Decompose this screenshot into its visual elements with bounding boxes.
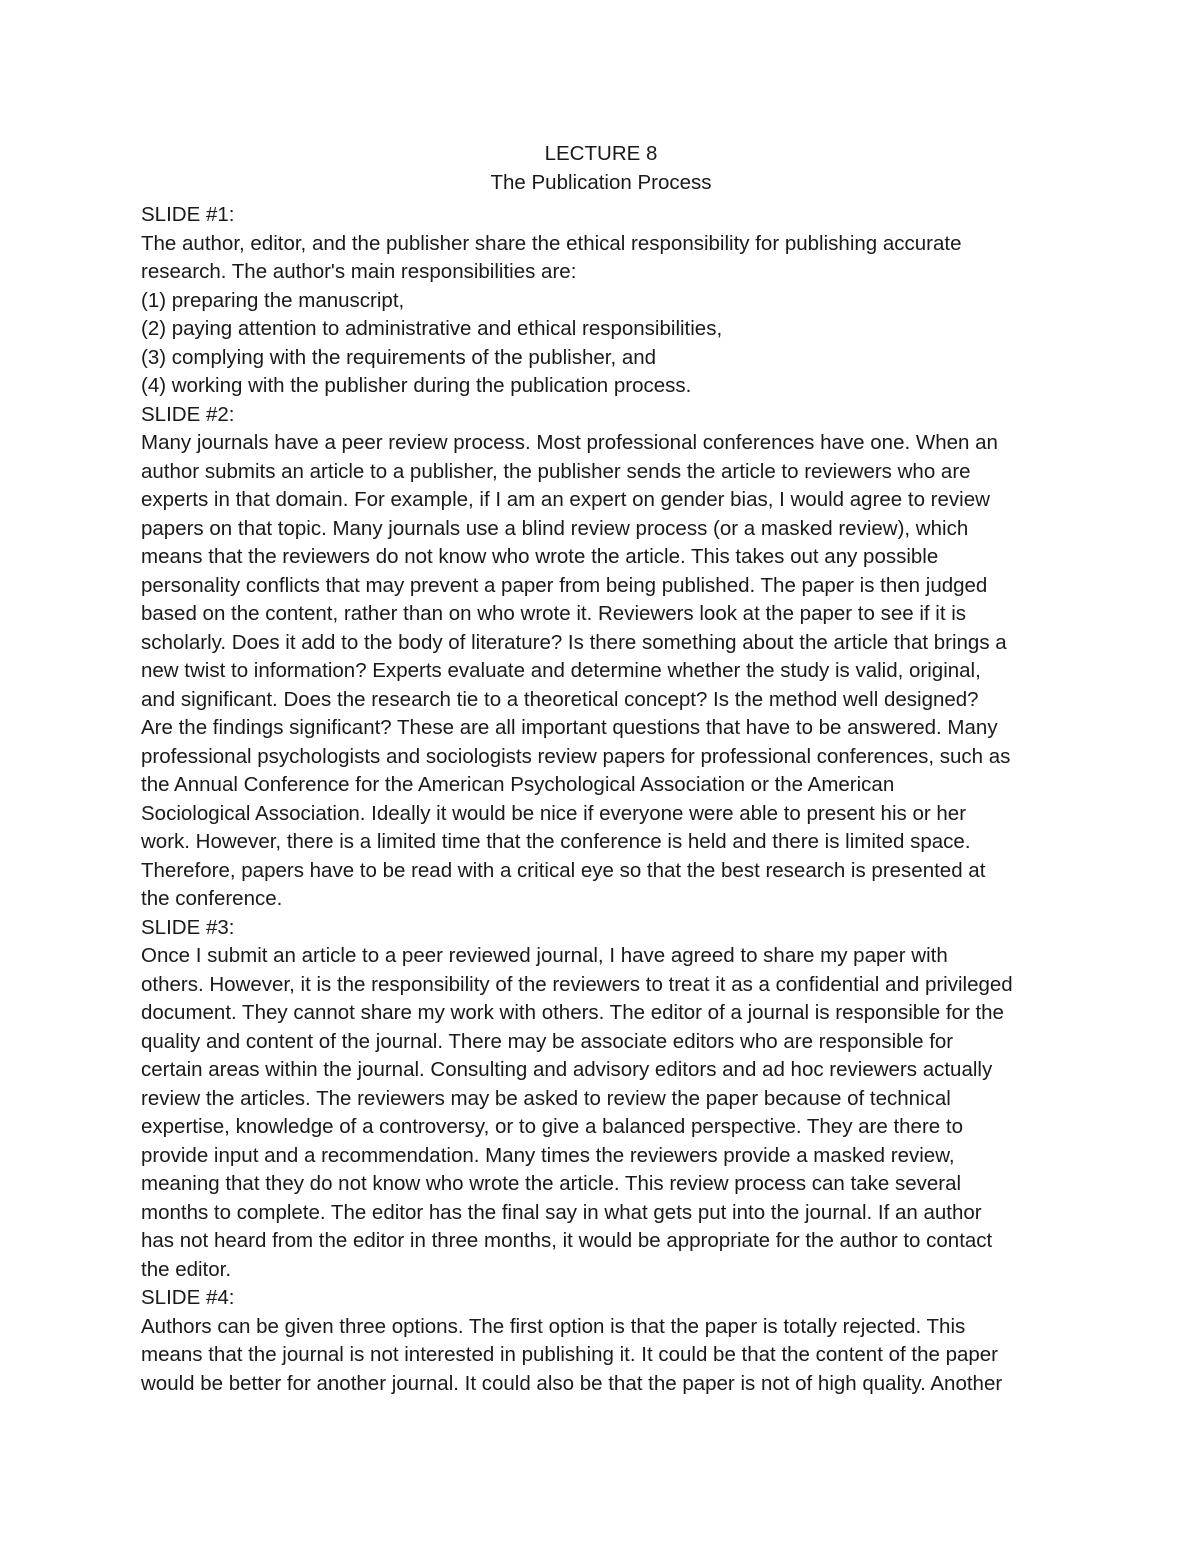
slide-3-line: months to complete. The editor has the final say in what gets put into the journal. If an author [141,1200,982,1224]
slide-2-heading: SLIDE #2: [141,402,235,426]
slide-2-line: based on the content, rather than on who wrote it. Reviewers look at the paper to see if it is [141,602,967,625]
slide-2-line: and significant. Does the research tie to a theoretical concept? Is the method well designed? [141,687,979,711]
slide-4-line: would be better for another journal. It could also be that the paper is not of high quality. Another [141,1371,1003,1395]
slide-1-line: (2) paying attention to administrative and ethical responsibilities, [141,317,723,340]
slide-2-line: scholarly. Does it add to the body of literature? Is there something about the article that brings a [141,630,1007,654]
slide-3-line: certain areas within the journal. Consulting and advisory editors and ad hoc reviewers actually [141,1058,993,1081]
slide-1-heading: SLIDE #1: [141,203,235,226]
slide-3-line: expertise, knowledge of a controversy, or to give a balanced perspective. They are there to [141,1115,963,1138]
slide-1-line: (4) working with the publisher during the publication process. [141,374,692,397]
slide-1-line: (3) complying with the requirements of the publisher, and [141,345,657,369]
slide-2-line: means that the reviewers do not know who wrote the article. This takes out any possible [141,545,939,568]
slide-1-line: The author, editor, and the publisher share the ethical responsibility for publishing accurate [141,231,962,255]
slide-3-line: others. However, it is the responsibility of the reviewers to treat it as a confidential and privileged [141,972,1013,996]
slide-3-heading: SLIDE #3: [141,915,235,939]
slide-3-line: quality and content of the journal. There may be associate editors who are responsible for [141,1029,954,1053]
slide-3-line: the editor. [141,1257,232,1281]
slide-4-line: means that the journal is not interested in publishing it. It could be that the content of the paper [141,1343,998,1366]
slide-3-line: meaning that they do not know who wrote the article. This review process can take several [141,1172,962,1195]
slide-2-line: the conference. [141,887,283,910]
slide-3-line: Once I submit an article to a peer reviewed journal, I have agreed to share my paper with [141,944,948,967]
slide-2-line: new twist to information? Experts evaluate and determine whether the study is valid, original, [141,659,981,682]
slide-2-line: work. However, there is a limited time that the conference is held and there is limited space. [141,830,971,853]
slide-1-line: (1) preparing the manuscript, [141,288,405,312]
slide-3-line: review the articles. The reviewers may be asked to review the paper because of technical [141,1086,951,1110]
slide-2-line: author submits an article to a publisher, the publisher sends the article to reviewers who are [141,459,971,483]
slide-3-line: provide input and a recommendation. Many times the reviewers provide a masked review, [141,1143,955,1167]
slide-3-line: document. They cannot share my work with others. The editor of a journal is responsible for the [141,1001,1004,1024]
slide-4-line: Authors can be given three options. The first option is that the paper is totally rejected. This [141,1314,966,1338]
slide-2-line: Therefore, papers have to be read with a critical eye so that the best research is presented at [141,858,986,882]
lecture-title: LECTURE 8 [544,142,658,165]
slide-2-line: the Annual Conference for the American Psychological Association or the American [141,773,895,796]
slide-1-line: research. The author's main responsibilities are: [141,260,577,283]
slide-2-line: papers on that topic. Many journals use a blind review process (or a masked review), which [141,516,969,540]
slide-2-line: Are the findings significant? These are all important questions that have to be answered. Many [141,716,998,739]
document-body [141,140,1061,1398]
slide-2-line: experts in that domain. For example, if I am an expert on gender bias, I would agree to review [141,488,990,511]
slide-2-line: Many journals have a peer review process. Most professional conferences have one. When an [141,431,998,454]
slide-2-line: professional psychologists and sociologists review papers for professional conferences, such as [141,744,1011,768]
lecture-subtitle: The Publication Process [490,170,712,194]
slide-2-line: Sociological Association. Ideally it would be nice if everyone were able to present his or her [141,801,967,825]
slide-3-line: has not heard from the editor in three months, it would be appropriate for the author to contact [141,1229,993,1252]
slide-4-heading: SLIDE #4: [141,1286,235,1309]
slide-2-line: personality conflicts that may prevent a paper from being published. The paper is then judged [141,573,988,597]
